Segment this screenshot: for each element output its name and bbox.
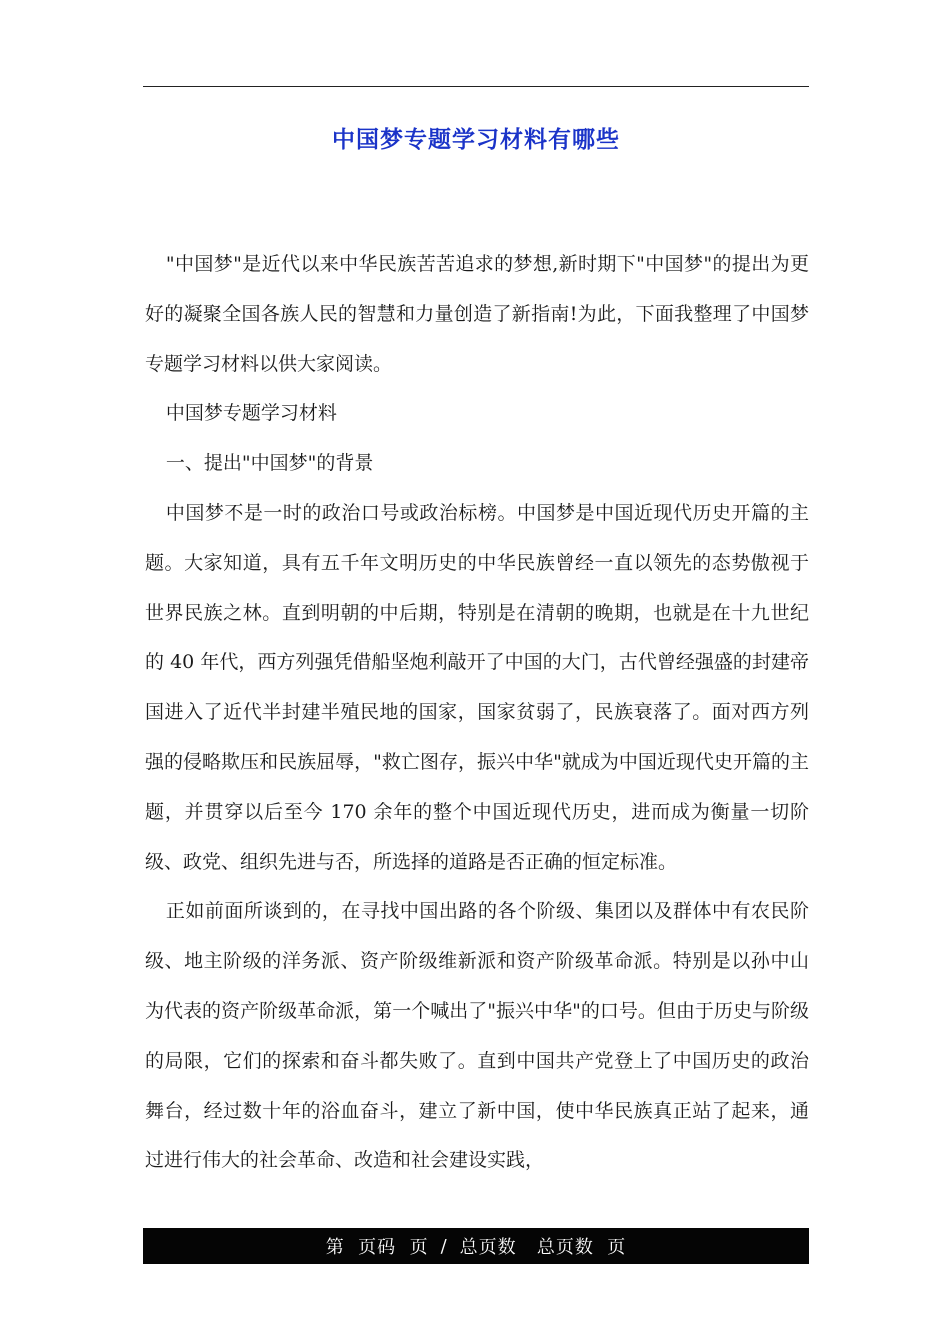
footer-page-number: 第 页码 页 — [325, 1237, 429, 1258]
paragraph-intro: "中国梦"是近代以来中华民族苦苦追求的梦想,新时期下"中国梦"的提出为更好的凝聚全国各族人民的智慧和力量创造了新指南!为此，下面我整理了中国梦专题学习材料以供大家阅读。 — [145, 253, 809, 375]
document-title: 中国梦专题学习材料有哪些 — [332, 127, 620, 153]
header-rule — [143, 86, 809, 87]
document-body — [145, 240, 809, 1186]
footer-total-pages: 总页数 总页数 页 — [459, 1237, 627, 1258]
page-footer — [143, 1228, 809, 1264]
paragraph-section-heading: 中国梦专题学习材料 — [165, 402, 337, 425]
paragraph-classes: 正如前面所谈到的，在寻找中国出路的各个阶级、集团以及群体中有农民阶级、地主阶级的洋务派、资产阶级维新派和资产阶级革命派。特别是以孙中山为代表的资产阶级革命派，第一个喊出了"振兴中华"的口号。但由于历史与阶级的局限，它们的探索和奋斗都失败了。直到中国共产党登上了中国历史的政治舞台，经过数十年的浴血奋斗，建立了新中国，使中华民族真正站了起来，通过进行伟大的社会革命、改造和社会建设实践， — [145, 900, 809, 1172]
paragraph-history: 中国梦不是一时的政治口号或政治标榜。中国梦是中国近现代历史开篇的主题。大家知道，具有五千年文明历史的中华民族曾经一直以领先的态势傲视于世界民族之林。直到明朝的中后期，特别是在清朝的晚期，也就是在十九世纪的 40 年代，西方列强凭借船坚炮利敲开了中国的大门，古代曾经强盛的封建帝国进入了近代半封建半殖民地的国家，国家贫弱了，民族衰落了。面对西方列强的侵略欺压和民族屈辱，"救亡图存，振兴中华"就成为中国近现代史开篇的主题，并贯穿以后至今 170 余年的整个中国近现代历史，进而成为衡量一切阶级、政党、组织先进与否，所选择的道路是否正确的恒定标准。 — [145, 501, 809, 873]
paragraph-subheading-background: 一、提出"中国梦"的背景 — [165, 452, 374, 475]
footer-separator: / — [440, 1235, 448, 1257]
